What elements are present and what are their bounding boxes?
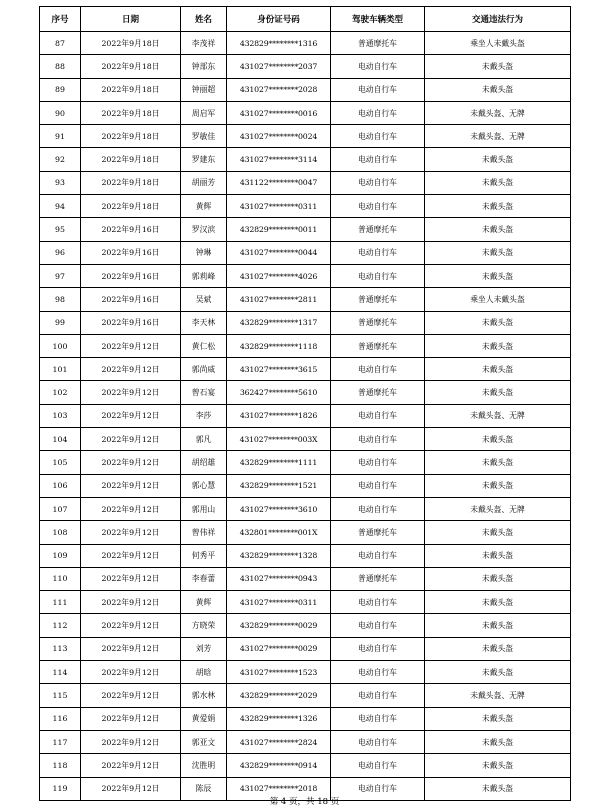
cell-violation: 未戴头盔、无牌 xyxy=(425,684,571,707)
cell-date: 2022年9月12日 xyxy=(81,684,181,707)
cell-id-number: 432829********0029 xyxy=(227,614,331,637)
cell-vehicle-type: 普通摩托车 xyxy=(331,32,425,55)
table-row xyxy=(40,428,571,451)
cell-serial: 100 xyxy=(40,334,81,357)
cell-date: 2022年9月18日 xyxy=(81,148,181,171)
table-row xyxy=(40,288,571,311)
cell-serial: 93 xyxy=(40,171,81,194)
cell-name: 罗敏佳 xyxy=(181,125,227,148)
table-row xyxy=(40,521,571,544)
header-violation: 交通违法行为 xyxy=(425,7,571,32)
cell-vehicle-type: 电动自行车 xyxy=(331,264,425,287)
table-row xyxy=(40,218,571,241)
cell-name: 陈辰 xyxy=(181,777,227,800)
cell-name: 李莎 xyxy=(181,404,227,427)
cell-vehicle-type: 电动自行车 xyxy=(331,55,425,78)
cell-serial: 107 xyxy=(40,497,81,520)
table-row xyxy=(40,148,571,171)
cell-violation: 未戴头盔 xyxy=(425,195,571,218)
cell-serial: 118 xyxy=(40,754,81,777)
table-row xyxy=(40,730,571,753)
cell-serial: 101 xyxy=(40,358,81,381)
cell-serial: 111 xyxy=(40,591,81,614)
cell-date: 2022年9月12日 xyxy=(81,544,181,567)
header-id-number: 身份证号码 xyxy=(227,7,331,32)
cell-name: 曾石宴 xyxy=(181,381,227,404)
cell-serial: 108 xyxy=(40,521,81,544)
cell-vehicle-type: 电动自行车 xyxy=(331,474,425,497)
cell-name: 沈胜明 xyxy=(181,754,227,777)
cell-violation: 未戴头盔 xyxy=(425,661,571,684)
cell-date: 2022年9月12日 xyxy=(81,428,181,451)
cell-vehicle-type: 电动自行车 xyxy=(331,614,425,637)
cell-id-number: 431027********2824 xyxy=(227,730,331,753)
table-row xyxy=(40,591,571,614)
cell-serial: 102 xyxy=(40,381,81,404)
page-footer: 第 4 页，共 18 页 xyxy=(269,797,340,807)
cell-serial: 105 xyxy=(40,451,81,474)
cell-name: 方晓荣 xyxy=(181,614,227,637)
cell-violation: 乘坐人未戴头盔 xyxy=(425,288,571,311)
cell-violation: 未戴头盔 xyxy=(425,381,571,404)
header-vehicle-type: 驾驶车辆类型 xyxy=(331,7,425,32)
table-row xyxy=(40,55,571,78)
cell-id-number: 431027********2028 xyxy=(227,78,331,101)
table-row xyxy=(40,404,571,427)
cell-vehicle-type: 普通摩托车 xyxy=(331,311,425,334)
cell-name: 钟丽超 xyxy=(181,78,227,101)
table-row xyxy=(40,241,571,264)
cell-id-number: 432801********001X xyxy=(227,521,331,544)
cell-name: 曾伟祥 xyxy=(181,521,227,544)
cell-violation: 未戴头盔 xyxy=(425,637,571,660)
cell-id-number: 431027********003X xyxy=(227,428,331,451)
cell-vehicle-type: 电动自行车 xyxy=(331,684,425,707)
cell-serial: 115 xyxy=(40,684,81,707)
cell-id-number: 431027********0943 xyxy=(227,567,331,590)
cell-id-number: 432829********1317 xyxy=(227,311,331,334)
cell-id-number: 431027********0311 xyxy=(227,195,331,218)
cell-violation: 未戴头盔、无牌 xyxy=(425,404,571,427)
cell-vehicle-type: 电动自行车 xyxy=(331,730,425,753)
violation-table xyxy=(39,6,571,801)
cell-id-number: 431027********4026 xyxy=(227,264,331,287)
cell-violation: 未戴头盔 xyxy=(425,707,571,730)
cell-name: 郭水林 xyxy=(181,684,227,707)
cell-serial: 103 xyxy=(40,404,81,427)
cell-date: 2022年9月18日 xyxy=(81,55,181,78)
cell-date: 2022年9月12日 xyxy=(81,358,181,381)
cell-date: 2022年9月12日 xyxy=(81,637,181,660)
cell-id-number: 431027********3615 xyxy=(227,358,331,381)
table-row xyxy=(40,614,571,637)
cell-vehicle-type: 电动自行车 xyxy=(331,428,425,451)
cell-violation: 未戴头盔 xyxy=(425,451,571,474)
cell-vehicle-type: 电动自行车 xyxy=(331,451,425,474)
cell-violation: 未戴头盔 xyxy=(425,777,571,800)
cell-serial: 89 xyxy=(40,78,81,101)
cell-vehicle-type: 电动自行车 xyxy=(331,125,425,148)
cell-vehicle-type: 电动自行车 xyxy=(331,148,425,171)
cell-serial: 97 xyxy=(40,264,81,287)
cell-name: 郭用山 xyxy=(181,497,227,520)
cell-date: 2022年9月16日 xyxy=(81,311,181,334)
table-row xyxy=(40,101,571,124)
cell-vehicle-type: 普通摩托车 xyxy=(331,334,425,357)
cell-date: 2022年9月16日 xyxy=(81,241,181,264)
cell-date: 2022年9月12日 xyxy=(81,754,181,777)
cell-date: 2022年9月12日 xyxy=(81,707,181,730)
cell-date: 2022年9月18日 xyxy=(81,78,181,101)
table-row xyxy=(40,637,571,660)
cell-vehicle-type: 电动自行车 xyxy=(331,661,425,684)
cell-id-number: 431027********0029 xyxy=(227,637,331,660)
cell-serial: 117 xyxy=(40,730,81,753)
cell-serial: 90 xyxy=(40,101,81,124)
cell-violation: 未戴头盔 xyxy=(425,544,571,567)
cell-id-number: 432829********1316 xyxy=(227,32,331,55)
cell-date: 2022年9月12日 xyxy=(81,591,181,614)
cell-serial: 106 xyxy=(40,474,81,497)
cell-serial: 87 xyxy=(40,32,81,55)
cell-date: 2022年9月18日 xyxy=(81,171,181,194)
table-row xyxy=(40,754,571,777)
table-row xyxy=(40,474,571,497)
cell-date: 2022年9月12日 xyxy=(81,730,181,753)
cell-serial: 91 xyxy=(40,125,81,148)
table-row xyxy=(40,32,571,55)
cell-name: 李茂祥 xyxy=(181,32,227,55)
cell-name: 钟部东 xyxy=(181,55,227,78)
cell-id-number: 431027********0024 xyxy=(227,125,331,148)
cell-violation: 未戴头盔、无牌 xyxy=(425,497,571,520)
cell-serial: 113 xyxy=(40,637,81,660)
cell-name: 郭心慧 xyxy=(181,474,227,497)
cell-violation: 未戴头盔 xyxy=(425,218,571,241)
cell-vehicle-type: 电动自行车 xyxy=(331,544,425,567)
cell-vehicle-type: 电动自行车 xyxy=(331,754,425,777)
cell-serial: 94 xyxy=(40,195,81,218)
cell-name: 黄仁松 xyxy=(181,334,227,357)
table-body xyxy=(40,32,571,801)
cell-name: 胡丽芳 xyxy=(181,171,227,194)
cell-violation: 未戴头盔 xyxy=(425,428,571,451)
table-row xyxy=(40,78,571,101)
cell-serial: 98 xyxy=(40,288,81,311)
cell-name: 黄辉 xyxy=(181,195,227,218)
cell-violation: 未戴头盔 xyxy=(425,334,571,357)
cell-violation: 未戴头盔 xyxy=(425,311,571,334)
cell-vehicle-type: 电动自行车 xyxy=(331,241,425,264)
cell-violation: 未戴头盔 xyxy=(425,358,571,381)
cell-vehicle-type: 电动自行车 xyxy=(331,497,425,520)
cell-id-number: 432829********0011 xyxy=(227,218,331,241)
table-row xyxy=(40,451,571,474)
cell-vehicle-type: 普通摩托车 xyxy=(331,288,425,311)
cell-vehicle-type: 电动自行车 xyxy=(331,777,425,800)
header-date: 日期 xyxy=(81,7,181,32)
cell-date: 2022年9月18日 xyxy=(81,101,181,124)
cell-date: 2022年9月12日 xyxy=(81,567,181,590)
table-row xyxy=(40,544,571,567)
cell-date: 2022年9月12日 xyxy=(81,661,181,684)
cell-vehicle-type: 电动自行车 xyxy=(331,591,425,614)
cell-serial: 110 xyxy=(40,567,81,590)
cell-name: 胡绍雄 xyxy=(181,451,227,474)
cell-date: 2022年9月16日 xyxy=(81,288,181,311)
cell-name: 刘芳 xyxy=(181,637,227,660)
cell-violation: 未戴头盔 xyxy=(425,567,571,590)
cell-id-number: 431027********0311 xyxy=(227,591,331,614)
table-row xyxy=(40,334,571,357)
cell-violation: 未戴头盔 xyxy=(425,148,571,171)
cell-id-number: 432829********1111 xyxy=(227,451,331,474)
cell-date: 2022年9月18日 xyxy=(81,32,181,55)
cell-id-number: 432829********0914 xyxy=(227,754,331,777)
header-serial: 序号 xyxy=(40,7,81,32)
cell-violation: 未戴头盔 xyxy=(425,264,571,287)
table-row xyxy=(40,358,571,381)
cell-vehicle-type: 电动自行车 xyxy=(331,358,425,381)
table-row xyxy=(40,661,571,684)
cell-violation: 乘坐人未戴头盔 xyxy=(425,32,571,55)
cell-violation: 未戴头盔 xyxy=(425,614,571,637)
table-row xyxy=(40,497,571,520)
cell-id-number: 431122********0047 xyxy=(227,171,331,194)
cell-vehicle-type: 电动自行车 xyxy=(331,171,425,194)
cell-name: 罗建东 xyxy=(181,148,227,171)
cell-violation: 未戴头盔 xyxy=(425,78,571,101)
cell-date: 2022年9月12日 xyxy=(81,614,181,637)
table-row xyxy=(40,707,571,730)
cell-id-number: 362427********5610 xyxy=(227,381,331,404)
cell-serial: 119 xyxy=(40,777,81,800)
cell-date: 2022年9月12日 xyxy=(81,474,181,497)
cell-id-number: 431027********0016 xyxy=(227,101,331,124)
cell-name: 钟琳 xyxy=(181,241,227,264)
cell-serial: 96 xyxy=(40,241,81,264)
cell-name: 罗汉滨 xyxy=(181,218,227,241)
table-row xyxy=(40,264,571,287)
cell-name: 郭亚文 xyxy=(181,730,227,753)
cell-date: 2022年9月12日 xyxy=(81,334,181,357)
cell-vehicle-type: 电动自行车 xyxy=(331,195,425,218)
cell-serial: 112 xyxy=(40,614,81,637)
cell-name: 黄爱娟 xyxy=(181,707,227,730)
cell-date: 2022年9月12日 xyxy=(81,451,181,474)
cell-date: 2022年9月12日 xyxy=(81,381,181,404)
cell-name: 何秀平 xyxy=(181,544,227,567)
cell-violation: 未戴头盔 xyxy=(425,474,571,497)
cell-vehicle-type: 普通摩托车 xyxy=(331,567,425,590)
cell-date: 2022年9月18日 xyxy=(81,125,181,148)
cell-violation: 未戴头盔 xyxy=(425,754,571,777)
cell-name: 郭凡 xyxy=(181,428,227,451)
cell-id-number: 431027********2037 xyxy=(227,55,331,78)
table-row xyxy=(40,171,571,194)
cell-id-number: 431027********1523 xyxy=(227,661,331,684)
cell-violation: 未戴头盔 xyxy=(425,241,571,264)
cell-vehicle-type: 电动自行车 xyxy=(331,78,425,101)
table-row xyxy=(40,125,571,148)
cell-name: 黄辉 xyxy=(181,591,227,614)
cell-violation: 未戴头盔 xyxy=(425,521,571,544)
cell-date: 2022年9月12日 xyxy=(81,404,181,427)
cell-vehicle-type: 电动自行车 xyxy=(331,101,425,124)
cell-id-number: 431027********3114 xyxy=(227,148,331,171)
cell-date: 2022年9月16日 xyxy=(81,218,181,241)
cell-violation: 未戴头盔、无牌 xyxy=(425,101,571,124)
cell-serial: 109 xyxy=(40,544,81,567)
cell-vehicle-type: 普通摩托车 xyxy=(331,521,425,544)
cell-date: 2022年9月12日 xyxy=(81,521,181,544)
cell-name: 李天林 xyxy=(181,311,227,334)
cell-vehicle-type: 普通摩托车 xyxy=(331,218,425,241)
cell-id-number: 431027********0044 xyxy=(227,241,331,264)
cell-date: 2022年9月12日 xyxy=(81,497,181,520)
cell-violation: 未戴头盔 xyxy=(425,171,571,194)
cell-id-number: 431027********1826 xyxy=(227,404,331,427)
cell-name: 周启军 xyxy=(181,101,227,124)
table-row xyxy=(40,567,571,590)
cell-serial: 99 xyxy=(40,311,81,334)
cell-vehicle-type: 电动自行车 xyxy=(331,637,425,660)
cell-name: 胡晗 xyxy=(181,661,227,684)
table-row xyxy=(40,684,571,707)
cell-date: 2022年9月16日 xyxy=(81,264,181,287)
cell-vehicle-type: 电动自行车 xyxy=(331,707,425,730)
cell-vehicle-type: 电动自行车 xyxy=(331,404,425,427)
cell-name: 吴斌 xyxy=(181,288,227,311)
cell-id-number: 431027********3610 xyxy=(227,497,331,520)
cell-violation: 未戴头盔 xyxy=(425,591,571,614)
table-row xyxy=(40,381,571,404)
header-row xyxy=(40,7,571,32)
table-row xyxy=(40,311,571,334)
table-row xyxy=(40,195,571,218)
cell-violation: 未戴头盔 xyxy=(425,55,571,78)
header-name: 姓名 xyxy=(181,7,227,32)
document-page xyxy=(39,6,570,801)
cell-name: 郭莉峰 xyxy=(181,264,227,287)
cell-serial: 114 xyxy=(40,661,81,684)
cell-id-number: 432829********1328 xyxy=(227,544,331,567)
cell-id-number: 432829********1521 xyxy=(227,474,331,497)
cell-date: 2022年9月12日 xyxy=(81,777,181,800)
cell-date: 2022年9月18日 xyxy=(81,195,181,218)
cell-name: 李春蕾 xyxy=(181,567,227,590)
cell-id-number: 431027********2018 xyxy=(227,777,331,800)
cell-violation: 未戴头盔、无牌 xyxy=(425,125,571,148)
cell-id-number: 432829********1326 xyxy=(227,707,331,730)
cell-name: 郭尚威 xyxy=(181,358,227,381)
cell-serial: 95 xyxy=(40,218,81,241)
cell-id-number: 432829********2029 xyxy=(227,684,331,707)
cell-serial: 104 xyxy=(40,428,81,451)
cell-serial: 116 xyxy=(40,707,81,730)
cell-violation: 未戴头盔 xyxy=(425,730,571,753)
cell-serial: 92 xyxy=(40,148,81,171)
cell-serial: 88 xyxy=(40,55,81,78)
cell-id-number: 432829********1118 xyxy=(227,334,331,357)
cell-id-number: 431027********2811 xyxy=(227,288,331,311)
cell-vehicle-type: 普通摩托车 xyxy=(331,381,425,404)
